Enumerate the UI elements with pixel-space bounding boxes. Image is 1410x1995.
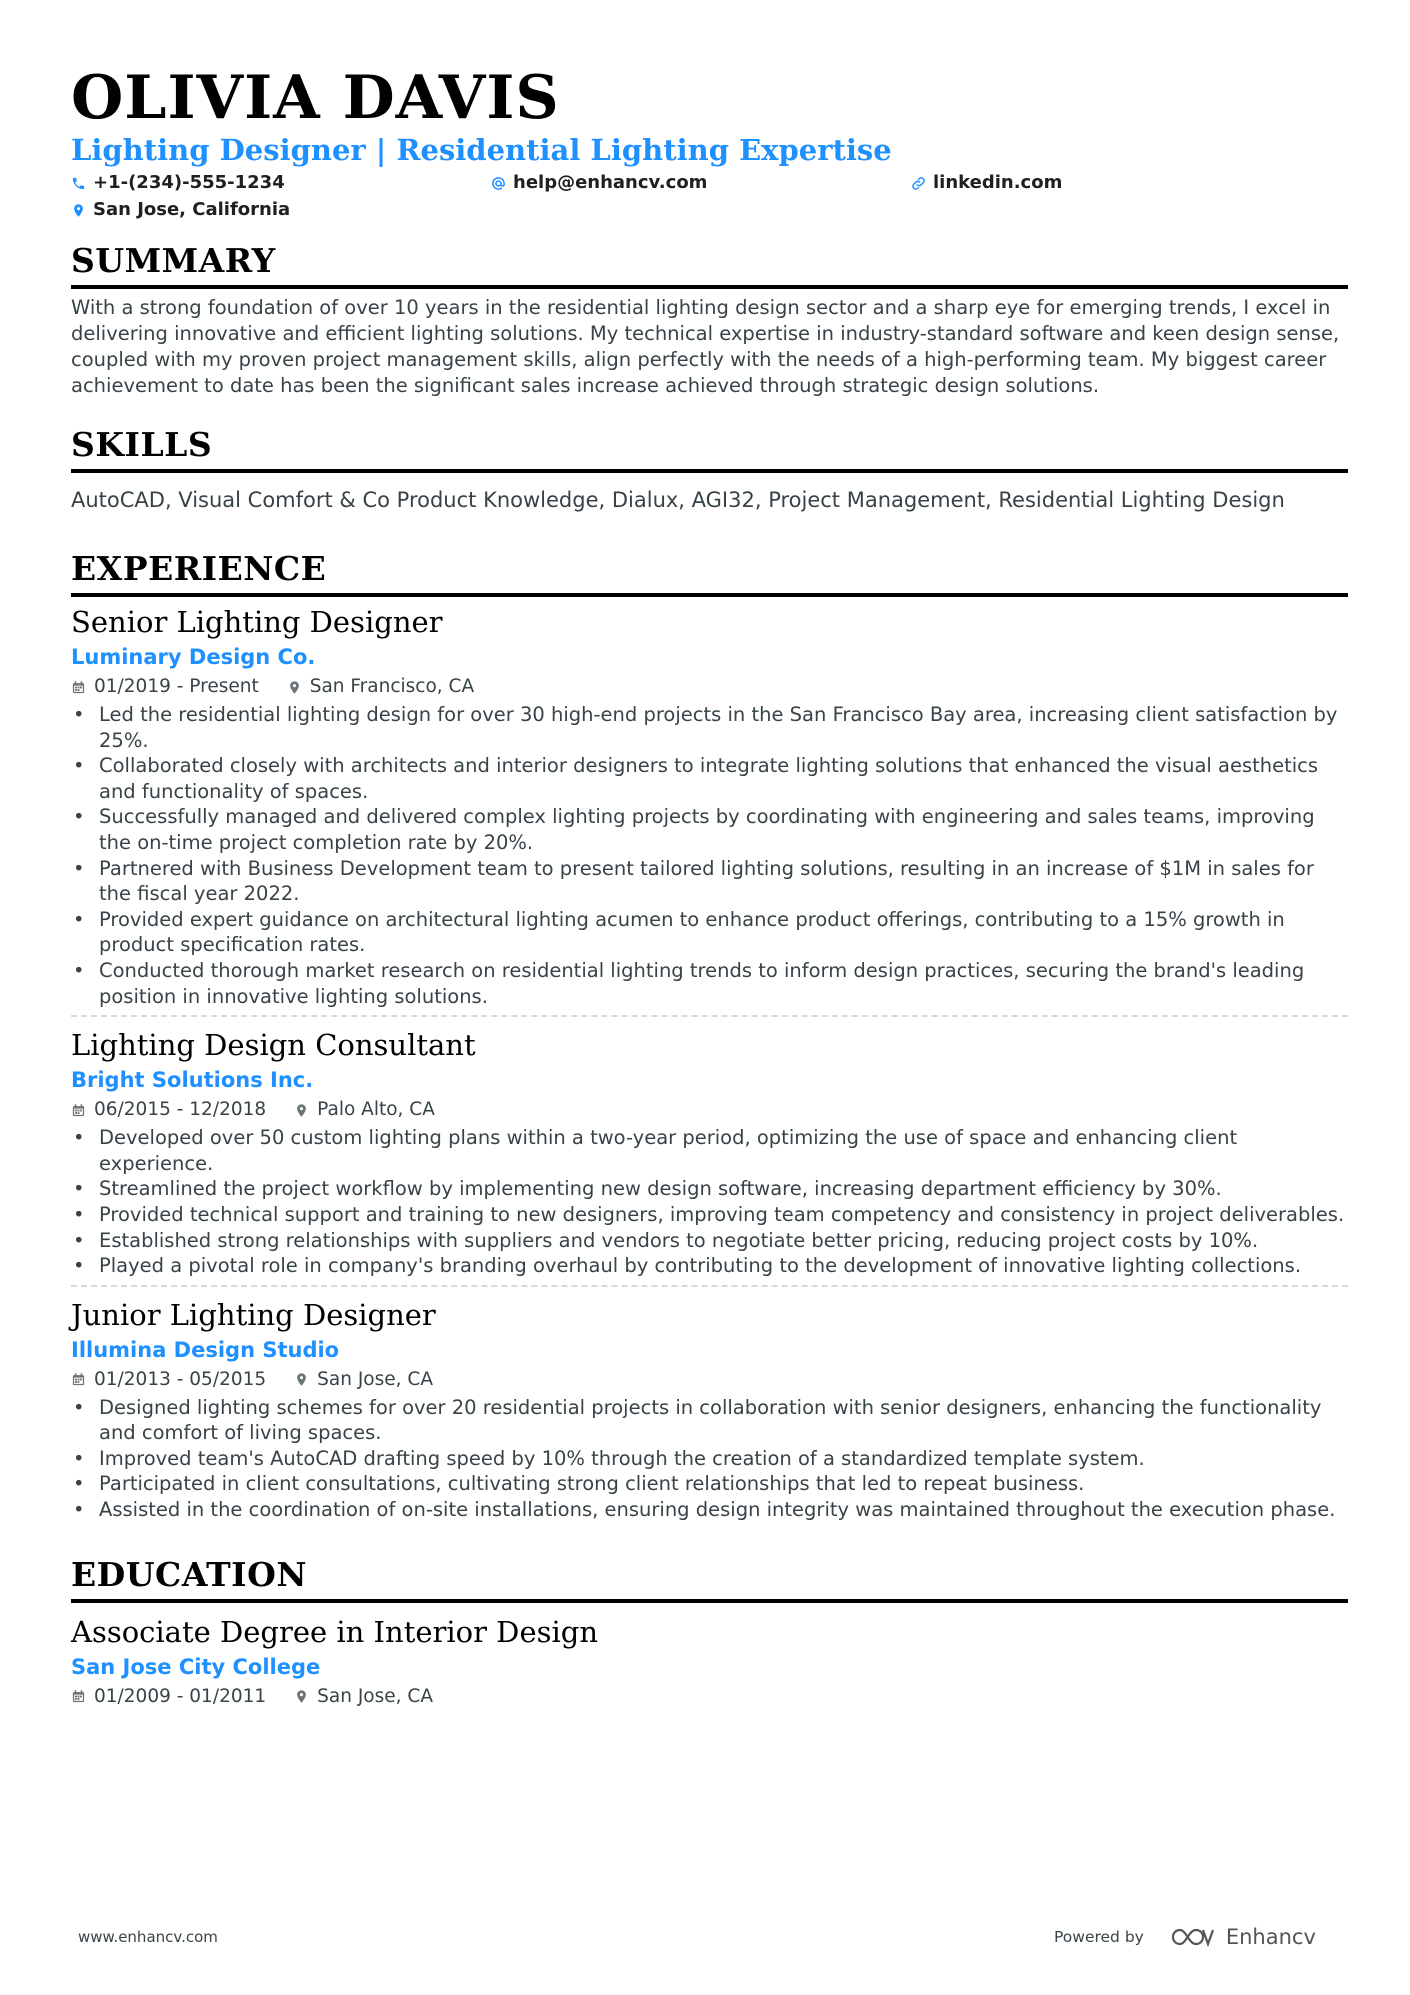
contact-phone [71, 171, 285, 195]
enhancv-brand-text: Enhancv [1225, 1925, 1316, 1949]
education-location-text: San Jose, CA [317, 1685, 433, 1707]
job-dates: 01/2019 - Present [94, 676, 259, 697]
job-company: Bright Solutions Inc. [71, 1068, 314, 1093]
calendar-icon [71, 1103, 86, 1118]
job-role: Lighting Design Consultant [71, 1028, 476, 1063]
bullet-item: • Participated in client consultations, cultivating strong client relationships that led to repeat business. [71, 1471, 1348, 1497]
footer-website[interactable]: www.enhancv.com [78, 1928, 218, 1946]
candidate-name: OLIVIA DAVIS [71, 63, 560, 133]
education-location [294, 1682, 433, 1712]
bullet-item: • Played a pivotal role in company's branding overhaul by contributing to the development of innovative lighting collections. [71, 1253, 1348, 1279]
job-bullets [71, 1125, 1348, 1279]
job-role: Senior Lighting Designer [71, 605, 443, 639]
job-location [294, 1365, 433, 1395]
bullet-item: • Provided technical support and training to new designers, improving team competency and consistency in project deliverables. [71, 1202, 1348, 1228]
bullet-item: • Led the residential lighting design for over 30 high-end projects in the San Francisco Bay area, increasing client satisfaction by 25%. [71, 702, 1348, 753]
education-section [71, 1553, 1348, 1712]
calendar-icon [71, 1689, 86, 1704]
location-text: San Jose, California [93, 199, 291, 220]
skills-heading: SKILLS [71, 423, 1348, 473]
job-company: Luminary Design Co. [71, 645, 316, 669]
candidate-title: Lighting Designer | Residential Lighting Expertise [71, 133, 892, 167]
experience-section [71, 547, 1348, 1523]
email-text: help@enhancv.com [513, 172, 708, 193]
powered-by-label: Powered by [1054, 1928, 1144, 1946]
location-pin-icon [294, 1372, 309, 1387]
job-meta [71, 1365, 1348, 1395]
bullet-item: • Developed over 50 custom lighting plans within a two-year period, optimizing the use of space and enhancing client experience. [71, 1125, 1348, 1176]
job-entry [71, 597, 1348, 1009]
calendar-icon [71, 680, 86, 695]
job-entry [71, 1015, 1348, 1279]
job-bullets [71, 702, 1348, 1009]
education-heading: EDUCATION [71, 1553, 1348, 1603]
enhancv-logo[interactable] [1170, 1925, 1316, 1949]
job-location-text: Palo Alto, CA [317, 1099, 435, 1121]
contact-link[interactable] [911, 171, 1062, 195]
job-bullets [71, 1395, 1348, 1523]
job-location [294, 1095, 435, 1125]
education-entry [71, 1603, 1348, 1712]
education-dates: 01/2009 - 01/2011 [94, 1685, 267, 1707]
bullet-item: • Streamlined the project workflow by implementing new design software, increasing department efficiency by 30%. [71, 1176, 1348, 1202]
job-company: Illumina Design Studio [71, 1337, 340, 1362]
enhancv-logo-icon [1170, 1925, 1216, 1949]
contact-location [71, 198, 290, 222]
job-meta [71, 1095, 1348, 1125]
degree-title: Associate Degree in Interior Design [71, 1614, 598, 1649]
location-pin-icon [287, 680, 302, 695]
at-icon [491, 176, 506, 191]
education-meta [71, 1682, 1348, 1712]
job-location [287, 672, 474, 702]
bullet-item: • Conducted thorough market research on residential lighting trends to inform design practices, securing the brand's leading position in innovative lighting solutions. [71, 958, 1348, 1009]
job-dates: 01/2013 - 05/2015 [94, 1368, 267, 1390]
summary-heading: SUMMARY [71, 239, 1348, 289]
experience-heading: EXPERIENCE [71, 547, 1348, 597]
location-pin-icon [71, 203, 86, 218]
job-dates: 06/2015 - 12/2018 [94, 1099, 267, 1121]
location-pin-icon [294, 1103, 309, 1118]
skills-section [71, 423, 1348, 515]
bullet-item: • Provided expert guidance on architectural lighting acumen to enhance product offerings, contributing to a 15% growth in product specification rates. [71, 907, 1348, 958]
bullet-item: • Established strong relationships with suppliers and vendors to negotiate better pricing, reducing project costs by 10%. [71, 1228, 1348, 1254]
contact-email[interactable] [491, 171, 707, 195]
contact-info [71, 169, 1348, 225]
bullet-item: • Improved team's AutoCAD drafting speed by 10% through the creation of a standardized template system. [71, 1446, 1348, 1472]
phone-text: +1-(234)-555-1234 [93, 172, 285, 193]
job-location-text: San Jose, CA [317, 1368, 433, 1390]
resume-header [71, 63, 1348, 225]
powered-by [1054, 1925, 1316, 1949]
link-icon [911, 176, 926, 191]
job-role: Junior Lighting Designer [71, 1297, 436, 1332]
job-entry [71, 1285, 1348, 1523]
bullet-item: • Assisted in the coordination of on-site installations, ensuring design integrity was maintained throughout the execution phase. [71, 1497, 1348, 1523]
bullet-item: • Successfully managed and delivered complex lighting projects by coordinating with engineering and sales teams, improving the on-time project completion rate by 20%. [71, 804, 1348, 855]
skills-text: AutoCAD, Visual Comfort & Co Product Knowledge, Dialux, AGI32, Project Management, Residential Lighting Design [71, 488, 1285, 512]
calendar-icon [71, 1372, 86, 1387]
phone-icon [71, 176, 86, 191]
summary-section [71, 239, 1348, 399]
job-meta [71, 672, 1348, 702]
resume-content [71, 63, 1348, 1712]
summary-text: With a strong foundation of over 10 years in the residential lighting design sector and a sharp eye for emerging trends, I excel in delivering innovative and efficient lighting solutions. My technical expertise in industry-standard software and keen design sense, coupled with my proven project management skills, align perfectly with the needs of a high-performing team. My biggest career achievement to date has been the significant sales increase achieved through strategic design solutions. [71, 296, 1340, 397]
bullet-item: • Partnered with Business Development team to present tailored lighting solutions, resulting in an increase of $1M in sales for the fiscal year 2022. [71, 856, 1348, 907]
bullet-item: • Collaborated closely with architects and interior designers to integrate lighting solutions that enhanced the visual aesthetics and functionality of spaces. [71, 753, 1348, 804]
link-text: linkedin.com [933, 172, 1063, 193]
school-name: San Jose City College [71, 1654, 321, 1679]
location-pin-icon [294, 1689, 309, 1704]
bullet-item: • Designed lighting schemes for over 20 residential projects in collaboration with senior designers, enhancing the functionality and comfort of living spaces. [71, 1395, 1348, 1446]
job-location-text: San Francisco, CA [309, 676, 475, 697]
